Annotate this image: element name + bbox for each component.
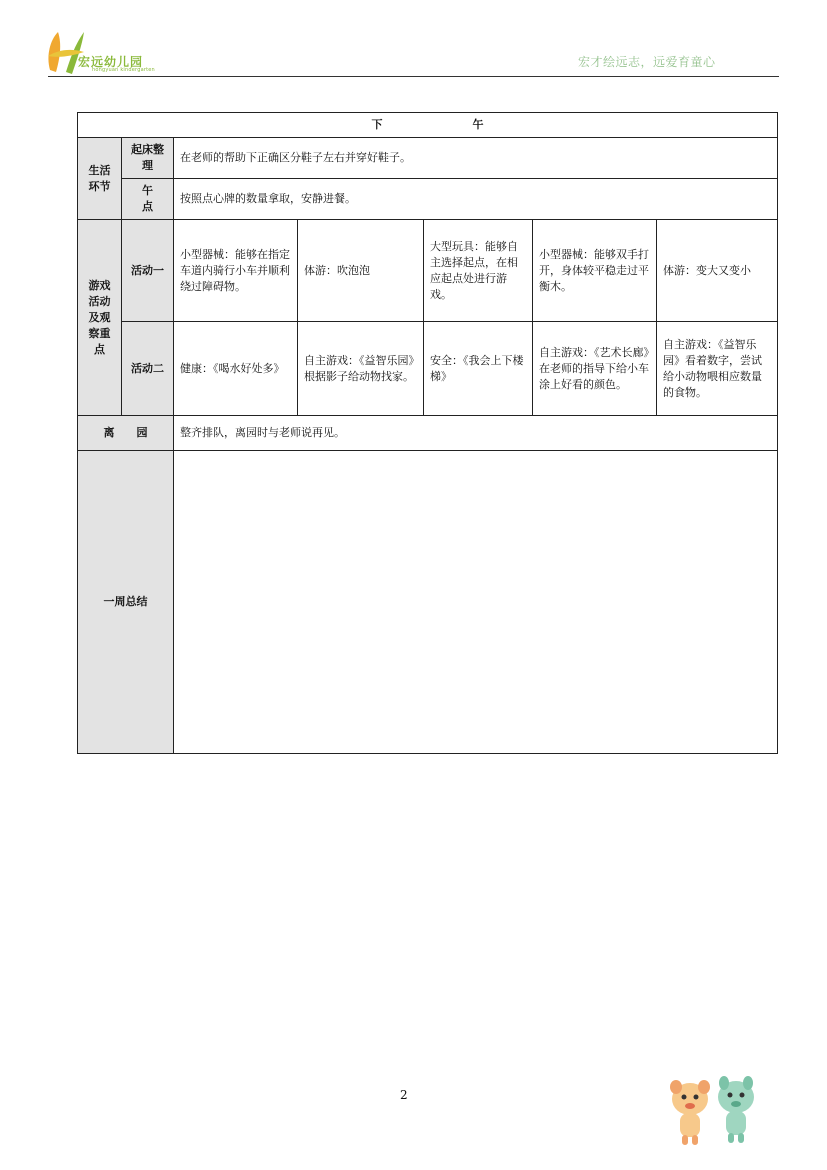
logo-subtitle: hongyuan kindergarten bbox=[92, 67, 155, 73]
activity2-cell: 自主游戏：《艺术长廊》在老师的指导下给小车涂上好看的颜色。 bbox=[533, 322, 657, 416]
activity1-cell: 体游：变大又变小 bbox=[657, 220, 778, 322]
header-slogan: 宏才绘远志，远爱育童心 bbox=[578, 55, 716, 69]
activity2-cell: 自主游戏：《益智乐园》根据影子给动物找家。 bbox=[298, 322, 424, 416]
logo-name: 宏远幼儿园 bbox=[78, 55, 144, 69]
activity1-cell: 小型器械：能够双手打开，身体较平稳走过平衡木。 bbox=[533, 220, 657, 322]
afternoon-plan-table bbox=[77, 112, 778, 754]
activity2-cell: 健康：《喝水好处多》 bbox=[174, 322, 298, 416]
activity2-label: 活动二 bbox=[122, 322, 174, 416]
activity1-cell: 体游：吹泡泡 bbox=[298, 220, 424, 322]
wake-label: 起床整理 bbox=[122, 138, 174, 179]
header-divider bbox=[48, 76, 779, 77]
life-section-label: 生活环节 bbox=[78, 138, 122, 220]
summary-body bbox=[174, 451, 778, 754]
title-afternoon-first: 下 bbox=[371, 118, 383, 131]
activity2-cell: 安全：《我会上下楼梯》 bbox=[424, 322, 533, 416]
game-section-label: 游戏活动及观察重点 bbox=[78, 220, 122, 416]
page-number: 2 bbox=[400, 1088, 408, 1102]
title-afternoon-second: 午 bbox=[472, 118, 484, 131]
leave-text: 整齐排队，离园时与老师说再见。 bbox=[174, 416, 778, 451]
leave-label: 离 园 bbox=[78, 416, 174, 451]
activity1-label: 活动一 bbox=[122, 220, 174, 322]
summary-label: 一周总结 bbox=[78, 451, 174, 754]
wake-text: 在老师的帮助下正确区分鞋子左右并穿好鞋子。 bbox=[174, 138, 778, 179]
snack-text: 按照点心牌的数量拿取，安静进餐。 bbox=[174, 179, 778, 220]
table-title bbox=[78, 113, 778, 138]
activity1-cell: 小型器械：能够在指定车道内骑行小车并顺利绕过障碍物。 bbox=[174, 220, 298, 322]
snack-label: 午 点 bbox=[122, 179, 174, 220]
activity2-cell: 自主游戏：《益智乐园》看着数字，尝试给小动物喂相应数量的食物。 bbox=[657, 322, 778, 416]
mascot-characters-icon bbox=[666, 1075, 762, 1150]
page-header bbox=[0, 0, 827, 80]
activity1-cell: 大型玩具：能够自主选择起点，在相应起点处进行游戏。 bbox=[424, 220, 533, 322]
